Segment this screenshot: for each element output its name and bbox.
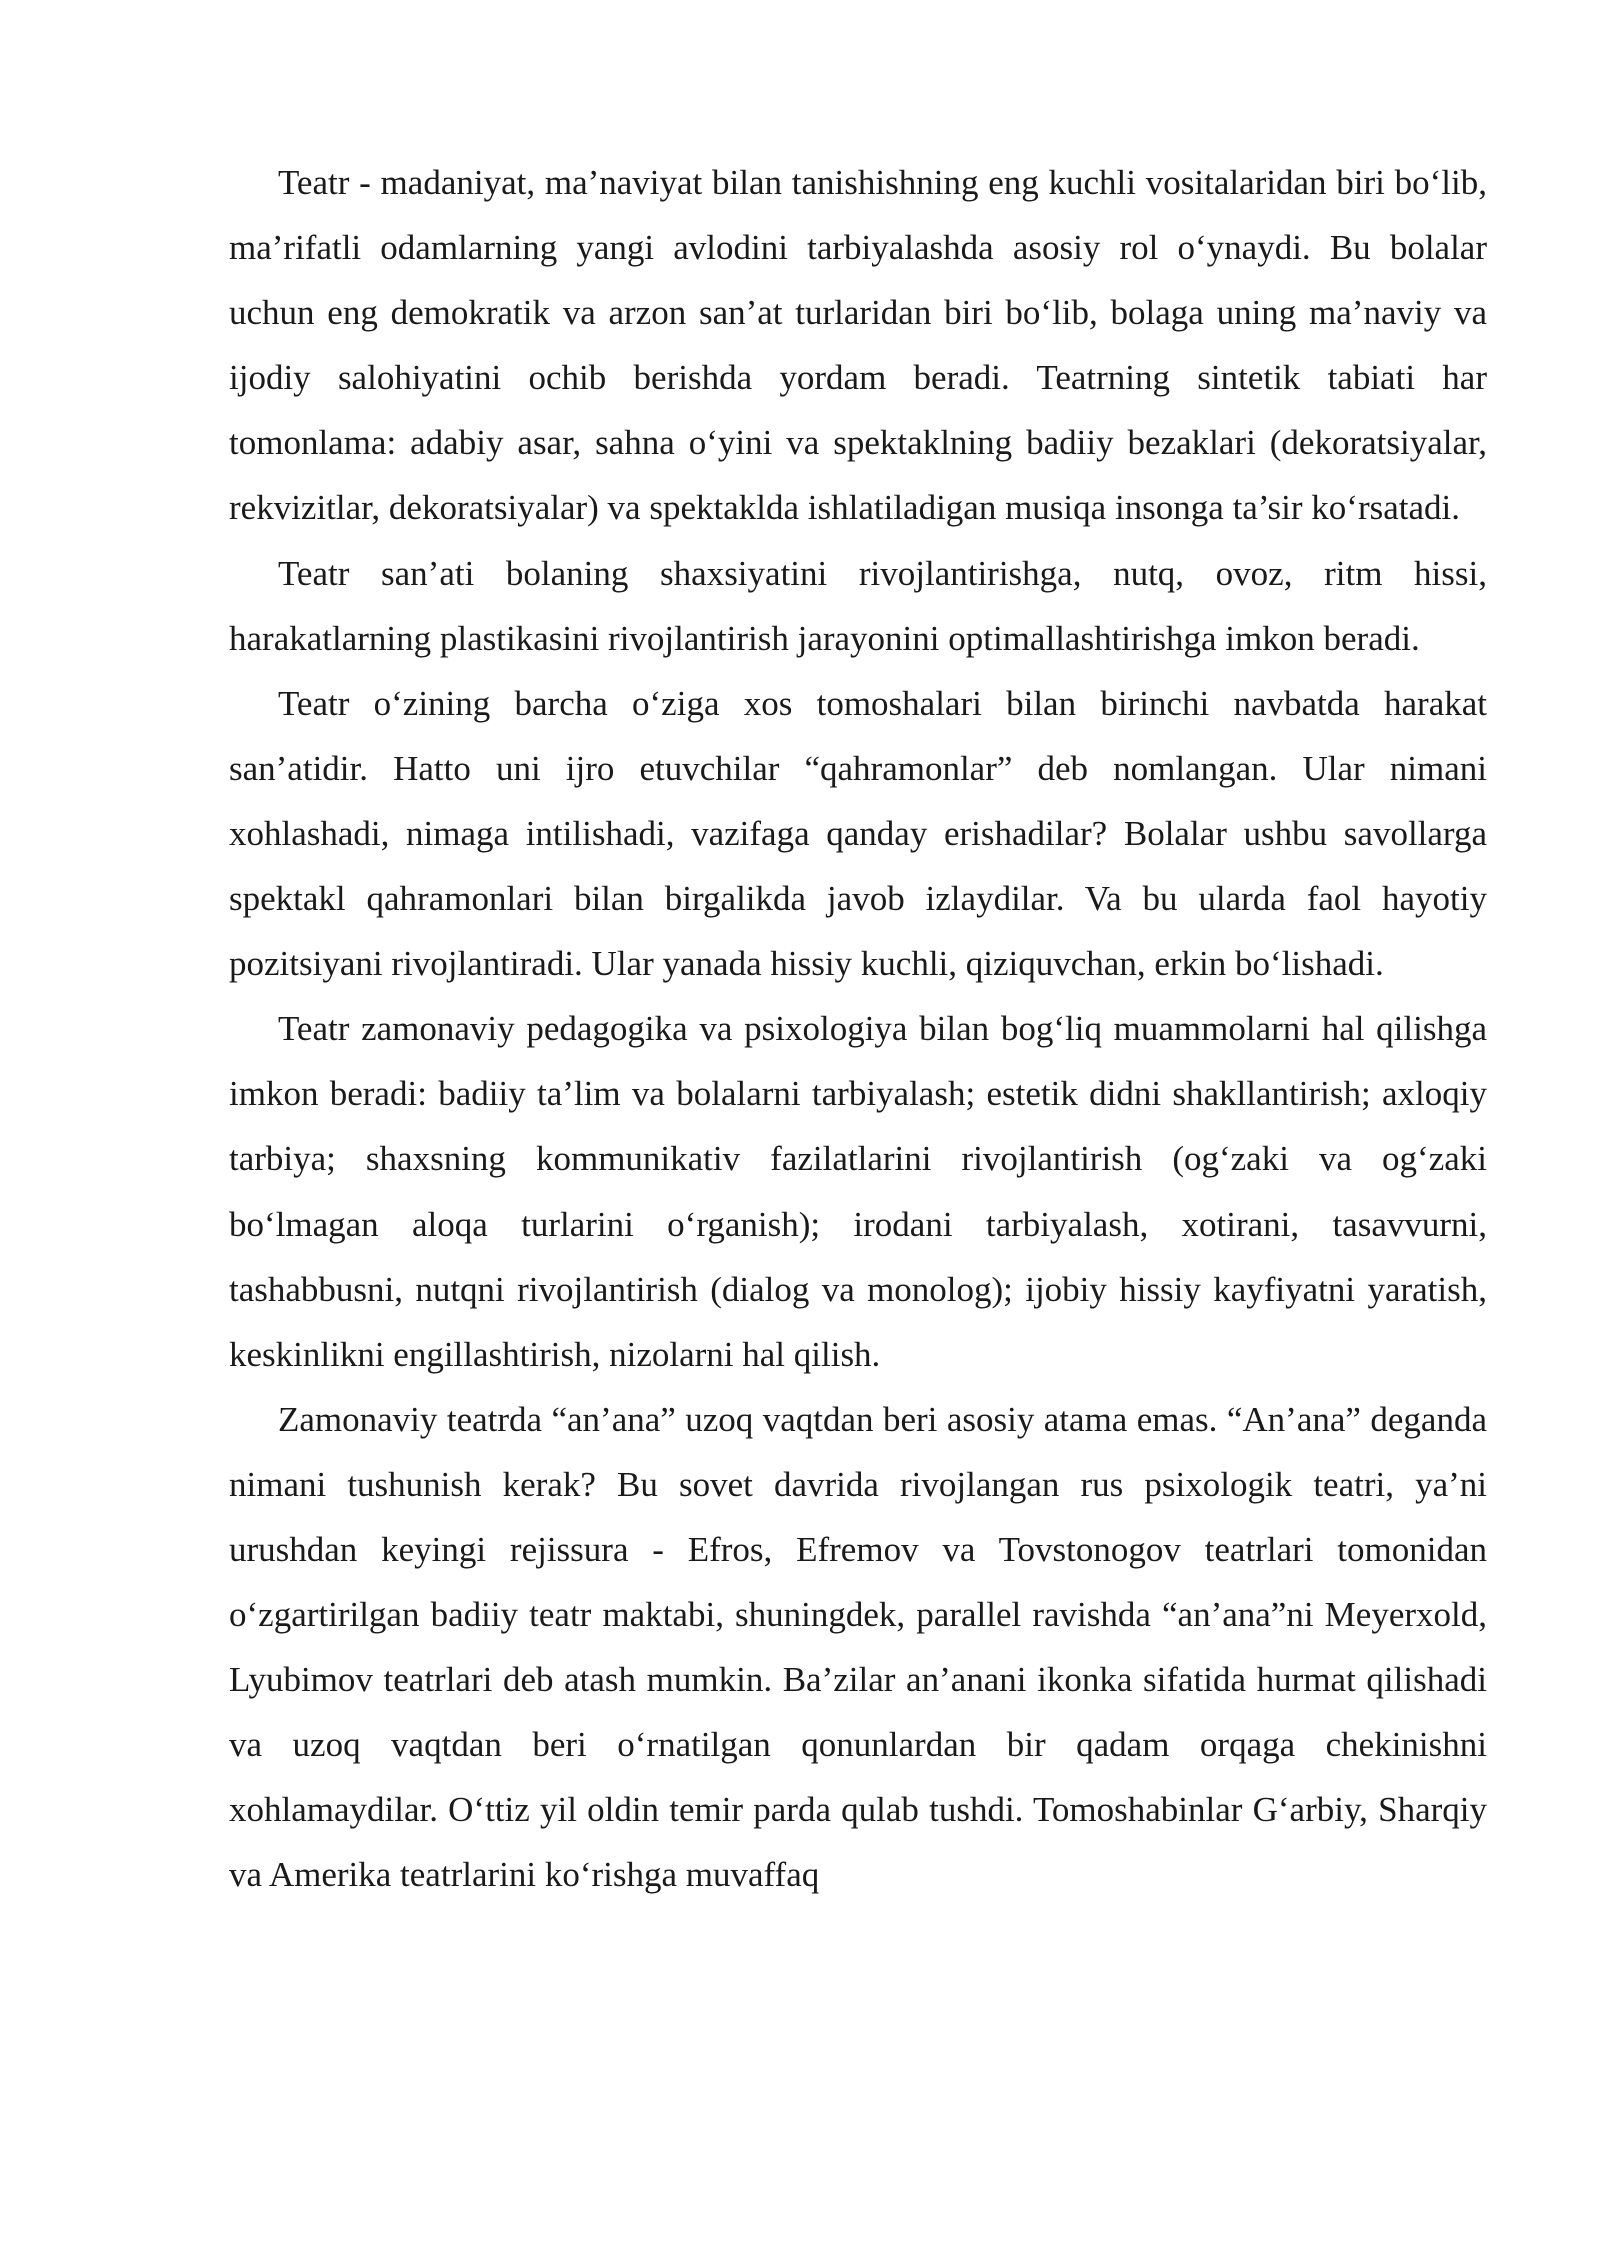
paragraph-1: Teatr - madaniyat, ma’naviyat bilan tanishishning eng kuchli vositalaridan biri bo‘lib, ma’rifatli odamlarning yangi avlodini tarbiyalashda asosiy rol o‘ynaydi. Bu bolalar uchun eng demokratik va arzon san’at turlaridan biri bo‘lib, bolaga uning ma’naviy va ijodiy salohiyatini ochib berishda yordam beradi. Teatrning sintetik tabiati har tomonlama: adabiy asar, sahna o‘yini va spektaklning badiiy bezaklari (dekoratsiyalar, rekvizitlar, dekoratsiyalar) va spektaklda ishlatiladigan musiqa insonga ta’sir ko‘rsatadi. xyxy=(229,163,1487,528)
paragraph-2: Teatr san’ati bolaning shaxsiyatini rivojlantirishga, nutq, ovoz, ritm hissi, harakatlarning plastikasini rivojlantirish jarayonini optimallashtirishga imkon beradi. xyxy=(229,553,1487,658)
paragraph-4: Teatr zamonaviy pedagogika va psixologiya bilan bog‘liq muammolarni hal qilishga imkon beradi: badiiy ta’lim va bolalarni tarbiyalash; estetik didni shakllantirish; axloqiy tarbiya; shaxsning kommunikativ fazilatlarini rivojlantirish (og‘zaki va og‘zaki bo‘lmagan aloqa turlarini o‘rganish); irodani tarbiyalash, xotirani, tasavvurni, tashabbusni, nutqni rivojlantirish (dialog va monolog); ijobiy hissiy kayfiyatni yaratish, keskinlikni engillashtirish, nizolarni hal qilish. xyxy=(229,1009,1487,1374)
paragraph-3: Teatr o‘zining barcha o‘ziga xos tomoshalari bilan birinchi navbatda harakat san’atidir. Hatto uni ijro etuvchilar “qahramonlar” deb nomlangan. Ular nimani xohlashadi, nimaga intilishadi, vazifaga qanday erishadilar? Bolalar ushbu savollarga spektakl qahramonlari bilan birgalikda javob izlaydilar. Va bu ularda faol hayotiy pozitsiyani rivojlantiradi. Ular yanada hissiy kuchli, qiziquvchan, erkin bo‘lishadi. xyxy=(229,683,1487,984)
paragraph-5: Zamonaviy teatrda “an’ana” uzoq vaqtdan beri asosiy atama emas. “An’ana” deganda nimani tushunish kerak? Bu sovet davrida rivojlangan rus psixologik teatri, ya’ni urushdan keyingi rejissura - Efros, Efremov va Tovstonogov teatrlari tomonidan o‘zgartirilgan badiiy teatr maktabi, shuningdek, parallel ravishda “an’ana”ni Meyerxold, Lyubimov teatrlari deb atash mumkin. Ba’zilar an’anani ikonka sifatida hurmat qilishadi va uzoq vaqtdan beri o‘rnatilgan qonunlardan bir qadam orqaga chekinishni xohlamaydilar. O‘ttiz yil oldin temir parda qulab tushdi. Tomoshabinlar G‘arbiy, Sharqiy va Amerika teatrlarini ko‘rishga muvaffaq xyxy=(229,1399,1487,1895)
document-body xyxy=(229,150,1487,1908)
